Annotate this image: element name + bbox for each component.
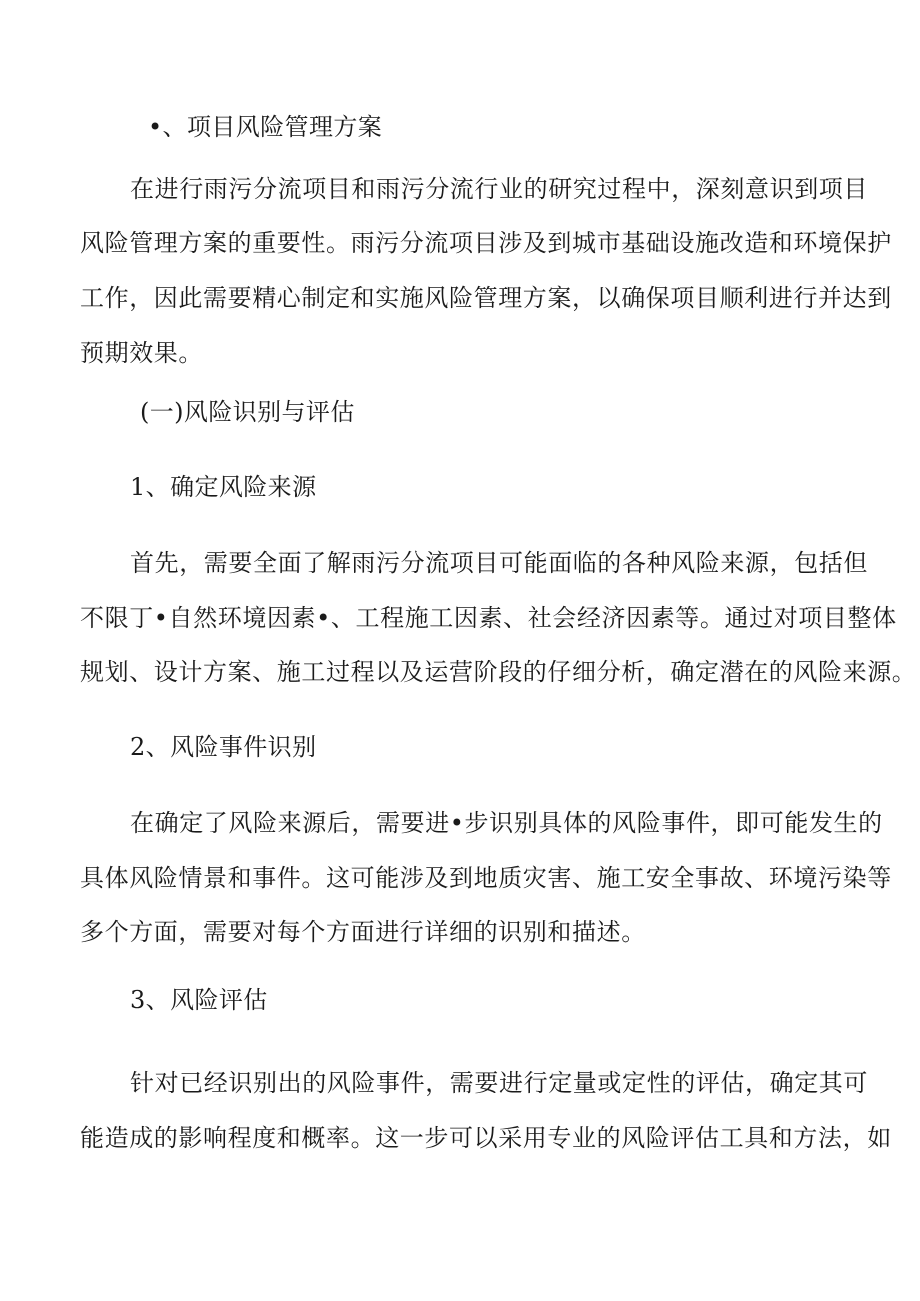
item-2-line-2: 具体风险情景和事件。这可能涉及到地质灾害、施工安全事故、环境污染等	[80, 864, 892, 892]
intro-line-4: 预期效果。	[80, 339, 203, 367]
intro-line-2: 风险管理方案的重要性。雨污分流项目涉及到城市基础设施改造和环境保护	[80, 229, 892, 257]
item-1-line-1: 首先，需要全面了解雨污分流项目可能面临的各种风险来源，包括但	[130, 549, 868, 577]
item-1-title: 1、确定风险来源	[130, 473, 317, 501]
item-3-line-1: 针对已经识别出的风险事件，需要进行定量或定性的评估，确定其可	[130, 1069, 868, 1097]
item-3-line-2: 能造成的影响程度和概率。这一步可以采用专业的风险评估工具和方法，如	[80, 1124, 892, 1152]
item-1-line-2: 不限丁•自然环境因素•、工程施工因素、社会经济因素等。通过对项目整体	[80, 604, 897, 632]
intro-line-3: 工作，因此需要精心制定和实施风险管理方案，以确保项目顺利进行并达到	[80, 284, 892, 312]
item-2-title: 2、风险事件识别	[130, 733, 317, 761]
item-1-line-3: 规划、设计方案、施工过程以及运营阶段的仔细分析，确定潜在的风险来源。	[80, 658, 917, 686]
item-2-line-1: 在确定了风险来源后，需要进•步识别具体的风险事件，即可能发生的	[130, 809, 883, 837]
subsection-title: (一)风险识别与评估	[140, 398, 355, 426]
intro-line-1: 在进行雨污分流项目和雨污分流行业的研究过程中，深刻意识到项目	[130, 175, 868, 203]
item-3-title: 3、风险评估	[130, 986, 268, 1014]
section-title: •、项目风险管理方案	[148, 113, 383, 141]
item-2-line-3: 多个方面，需要对每个方面进行详细的识别和描述。	[80, 918, 646, 946]
